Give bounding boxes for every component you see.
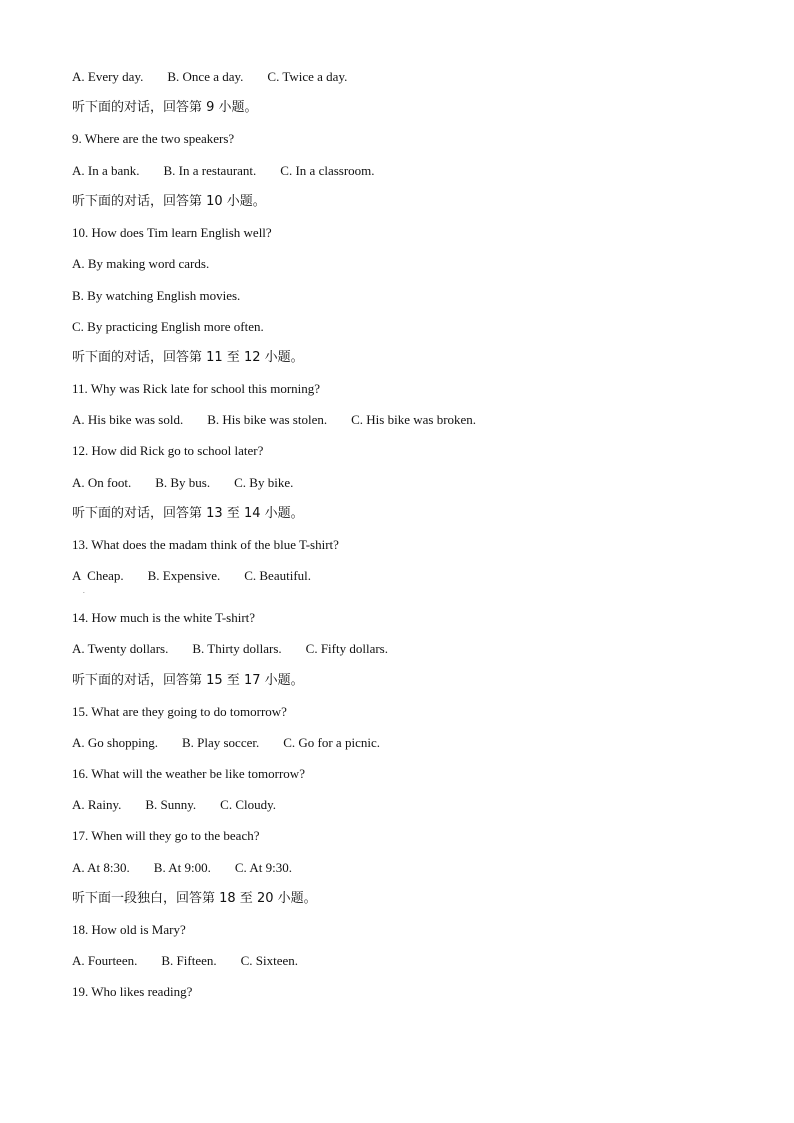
question-text: 13. What does the madam think of the blue T-shirt? — [72, 537, 339, 552]
question-text: 17. When will they go to the beach? — [72, 828, 260, 843]
section-instruction: 听下面的对话，回答第 9 小题。 — [72, 100, 258, 115]
answer-option: C. At 9:30. — [234, 860, 292, 875]
answer-option: A. Twenty dollars. — [72, 641, 169, 656]
question-text: 15. What are they going to do tomorrow? — [72, 704, 287, 719]
answer-option: C. Sixteen. — [240, 953, 299, 968]
options-line — [72, 860, 316, 876]
answer-option: A. On foot. — [72, 475, 132, 490]
options-line — [72, 412, 500, 428]
question-text: 19. Who likes reading? — [72, 984, 193, 999]
answer-option: C. By bike. — [234, 475, 294, 490]
answer-option: A. Fourteen. — [72, 953, 138, 968]
answer-option: A. By making word cards. — [72, 256, 210, 271]
options-line — [72, 69, 371, 85]
answer-option: A. His bike was sold. — [72, 412, 184, 427]
answer-option: B. Expensive. — [147, 568, 221, 583]
answer-option: C. Twice a day. — [267, 69, 348, 84]
answer-option: B. By bus. — [155, 475, 211, 490]
answer-option: A. Every day. — [72, 69, 144, 84]
question-text: 16. What will the weather be like tomorrow? — [72, 766, 305, 781]
answer-option: A. Rainy. — [72, 797, 122, 812]
options-line — [72, 475, 317, 491]
answer-option: C. Fifty dollars. — [305, 641, 388, 656]
section-instruction: 听下面一段独白，回答第 18 至 20 小题。 — [72, 891, 317, 906]
answer-option: B. At 9:00. — [153, 860, 211, 875]
options-line — [72, 163, 399, 179]
answer-option: B. Thirty dollars. — [192, 641, 282, 656]
answer-option: B. Play soccer. — [181, 735, 260, 750]
section-instruction: 听下面的对话，回答第 13 至 14 小题。 — [72, 506, 304, 521]
answer-option: C. Beautiful. — [244, 568, 312, 583]
answer-option: C. By practicing English more often. — [72, 319, 264, 334]
answer-option: B. In a restaurant. — [163, 163, 257, 178]
question-text: 14. How much is the white T-shirt? — [72, 610, 256, 625]
answer-option: B. By watching English movies. — [72, 288, 241, 303]
question-text: 12. How did Rick go to school later? — [72, 443, 264, 458]
answer-option: B. His bike was stolen. — [207, 412, 328, 427]
question-text: 10. How does Tim learn English well? — [72, 225, 272, 240]
section-instruction: 听下面的对话，回答第 15 至 17 小题。 — [72, 673, 304, 688]
answer-option: C. Cloudy. — [220, 797, 277, 812]
options-line — [72, 641, 412, 657]
answer-option: C. His bike was broken. — [351, 412, 477, 427]
section-instruction: 听下面的对话，回答第 10 小题。 — [72, 194, 266, 209]
options-line — [72, 568, 335, 584]
options-line — [72, 797, 300, 813]
options-line — [72, 953, 322, 969]
answer-option: A. In a bank. — [72, 163, 140, 178]
options-line — [72, 256, 233, 272]
answer-option: B. Sunny. — [145, 797, 197, 812]
answer-option: C. In a classroom. — [280, 163, 375, 178]
section-instruction: 听下面的对话，回答第 11 至 12 小题。 — [72, 350, 304, 365]
answer-option: A. At 8:30. — [72, 860, 130, 875]
options-line — [72, 735, 404, 751]
answer-option: A. Go shopping. — [72, 735, 158, 750]
answer-option: A Cheap. — [72, 568, 124, 583]
options-line — [72, 288, 264, 304]
question-text: 18. How old is Mary? — [72, 922, 186, 937]
answer-option: B. Once a day. — [167, 69, 244, 84]
question-text: 9. Where are the two speakers? — [72, 131, 235, 146]
options-line — [72, 319, 288, 335]
answer-option: B. Fifteen. — [161, 953, 217, 968]
stray-mark: . — [83, 587, 85, 595]
answer-option: C. Go for a picnic. — [283, 735, 380, 750]
question-text: 11. Why was Rick late for school this morning? — [72, 381, 321, 396]
